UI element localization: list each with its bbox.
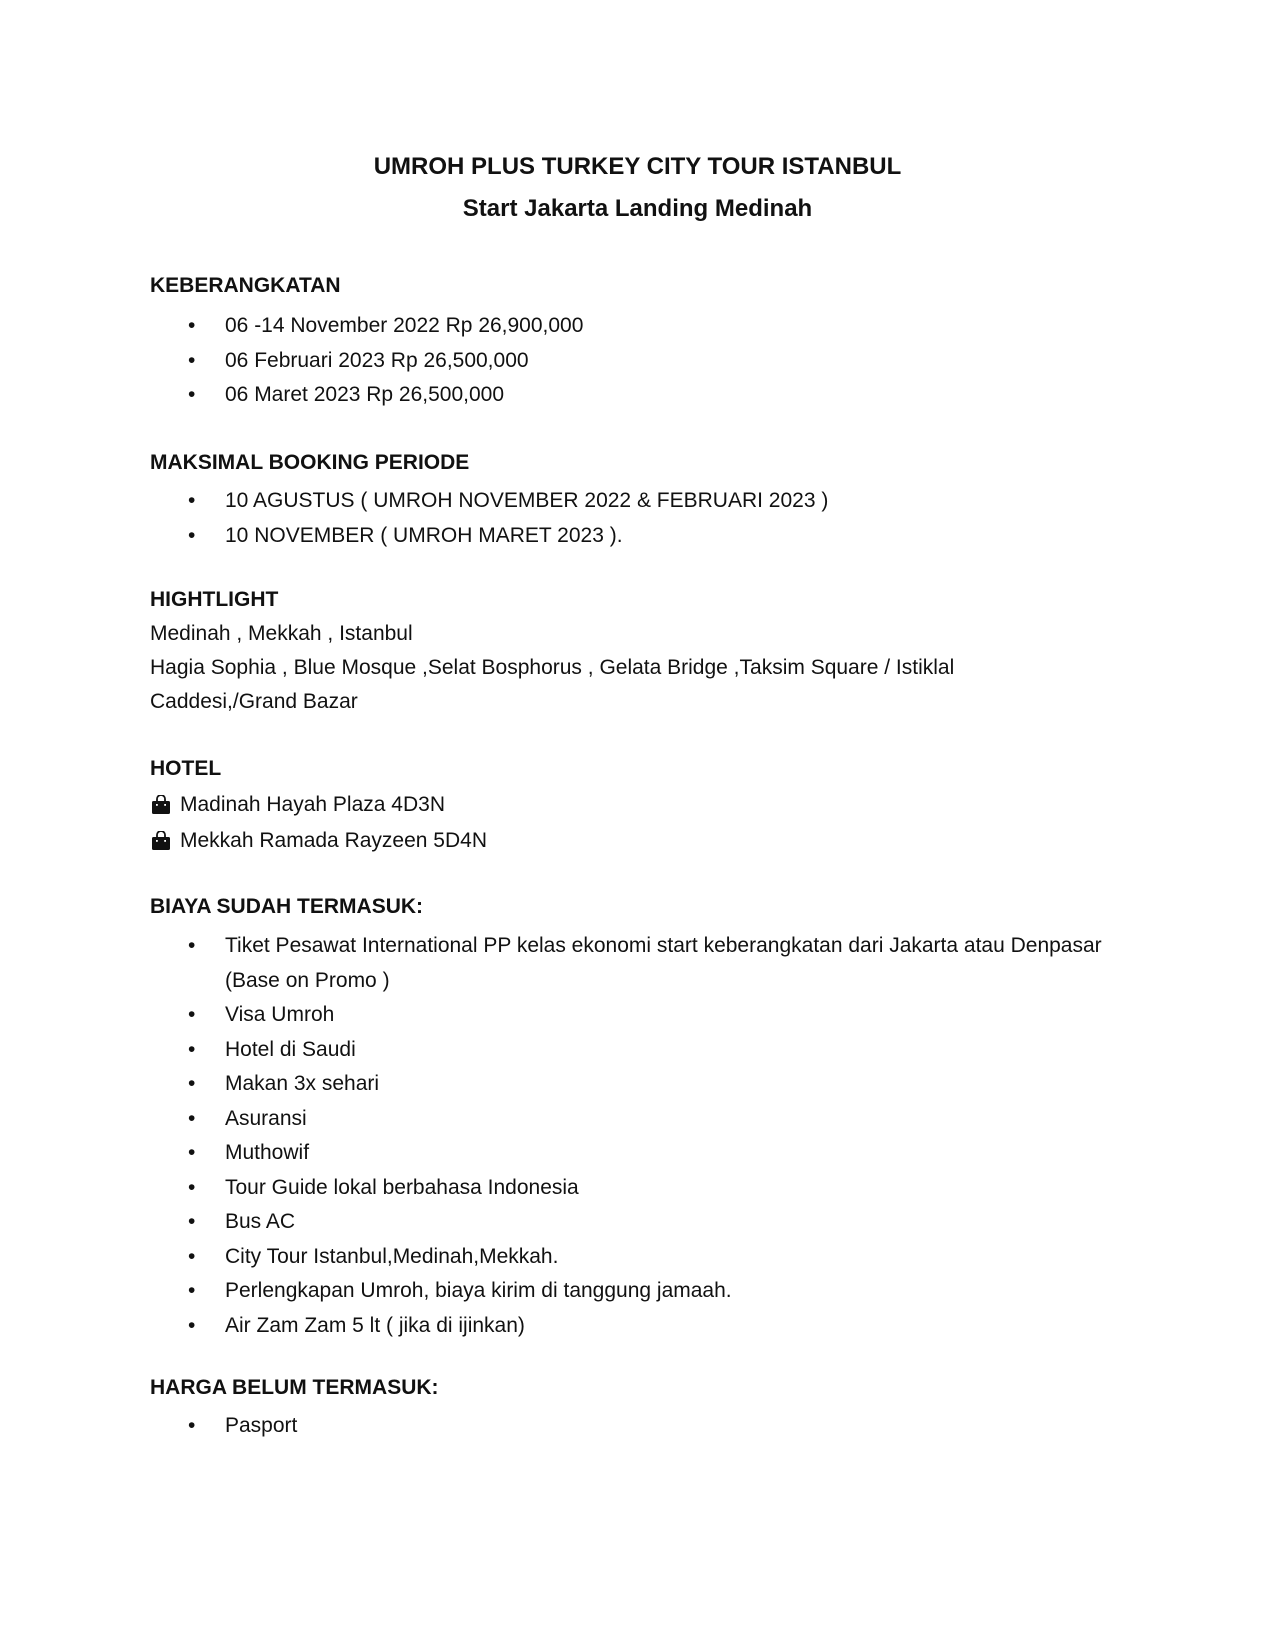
document-title: UMROH PLUS TURKEY CITY TOUR ISTANBUL [373,153,902,180]
departure-list [0,309,1275,413]
list-item: • 06 Februari 2023 Rp 26,500,000 [0,344,1275,379]
not-included-list [0,1409,1275,1444]
section-heading-highlight: HIGHTLIGHT [150,588,279,611]
bullet-icon: • [188,1210,196,1233]
bullet-icon: • [188,1175,196,1199]
bullet-icon: • [188,1279,196,1302]
bullet-icon: • [188,934,196,957]
list-item: • Asuransi [0,1102,1275,1137]
bullet-icon: • [188,1244,196,1268]
section-heading-booking: MAKSIMAL BOOKING PERIODE [150,451,470,474]
bullet-icon: • [188,1003,196,1026]
section-heading-included: BIAYA SUDAH TERMASUK: [150,895,424,918]
hotel-item-mekkah [150,827,487,855]
list-item: • Tour Guide lokal berbahasa Indonesia [0,1171,1275,1206]
shopping-bag-icon [150,831,172,851]
bullet-icon: • [188,489,196,512]
bullet-icon: • [188,314,196,337]
bullet-icon: • [188,1037,196,1061]
hotel-item-madinah [150,791,445,819]
list-item: • 06 -14 November 2022 Rp 26,900,000 [0,309,1275,344]
booking-list [0,484,1275,553]
highlight-places-cont: Caddesi,/Grand Bazar [150,690,358,713]
section-heading-hotel: HOTEL [150,757,222,780]
list-item: • City Tour Istanbul,Medinah,Mekkah. [0,1240,1275,1275]
bullet-icon: • [188,523,196,547]
hotel-label: Mekkah Ramada Rayzeen 5D4N [180,829,487,852]
list-item: • Makan 3x sehari [0,1067,1275,1102]
list-item: • Bus AC [0,1205,1275,1240]
section-heading-keberangkatan: KEBERANGKATAN [150,274,341,297]
list-item: • 06 Maret 2023 Rp 26,500,000 [0,378,1275,413]
list-item: • 10 NOVEMBER ( UMROH MARET 2023 ). [0,519,1275,554]
bullet-icon: • [188,348,196,372]
bullet-icon: • [188,1072,196,1095]
bullet-icon: • [188,1313,196,1337]
list-item: • Hotel di Saudi [0,1033,1275,1068]
section-heading-not-included: HARGA BELUM TERMASUK: [150,1376,439,1399]
bullet-icon: • [188,383,196,406]
list-item: • Muthowif [0,1136,1275,1171]
list-item: • Perlengkapan Umroh, biaya kirim di tanggung jamaah. [0,1274,1275,1309]
bullet-icon: • [188,1106,196,1130]
included-list [0,928,1275,1343]
bullet-icon: • [188,1141,196,1164]
list-item: • Visa Umroh [0,998,1275,1033]
list-item: • Pasport [0,1409,1275,1444]
list-item: • Tiket Pesawat International PP kelas ekonomi start keberangkatan dari Jakarta atau Denpasar (Base on Promo ) [0,928,1275,998]
document-subtitle: Start Jakarta Landing Medinah [462,195,813,222]
shopping-bag-icon [150,795,172,815]
list-item: • 10 AGUSTUS ( UMROH NOVEMBER 2022 & FEBRUARI 2023 ) [0,484,1275,519]
list-item: • Air Zam Zam 5 lt ( jika di ijinkan) [0,1309,1275,1344]
highlight-places: Hagia Sophia , Blue Mosque ,Selat Bosphorus , Gelata Bridge ,Taksim Square / Istiklal [150,656,955,679]
bullet-icon: • [188,1414,196,1437]
highlight-cities: Medinah , Mekkah , Istanbul [150,622,413,645]
hotel-label: Madinah Hayah Plaza 4D3N [180,793,445,816]
